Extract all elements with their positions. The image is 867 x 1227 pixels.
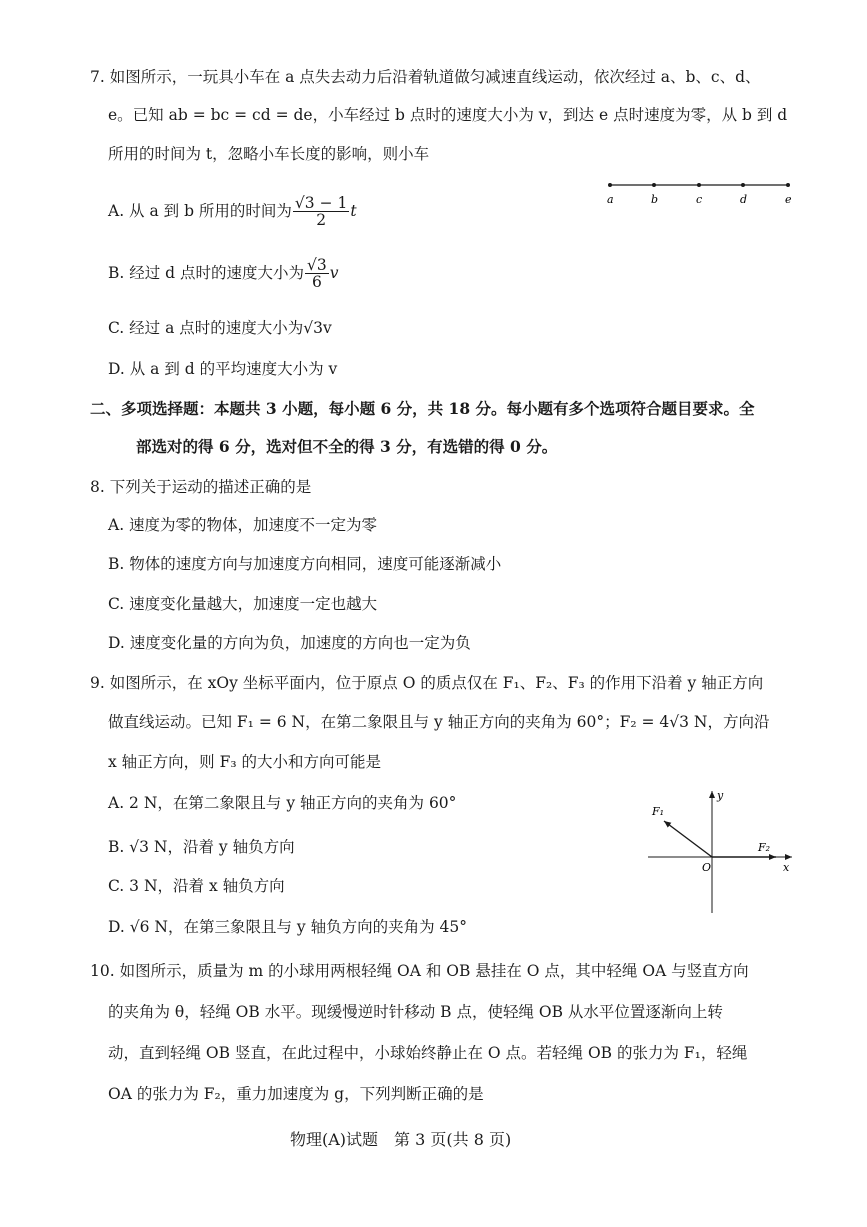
q7-point-a-dot bbox=[608, 183, 612, 187]
q9-f1-arrow bbox=[664, 821, 712, 857]
q9-option-b: B. √3 N，沿着 y 轴负方向 bbox=[108, 838, 295, 856]
q7-point-c-dot bbox=[697, 183, 701, 187]
q10-stem-line-2: 的夹角为 θ，轻绳 OB 水平。现缓慢逆时针移动 B 点，使轻绳 OB 从水平位置逐渐向上转 bbox=[108, 1003, 723, 1021]
q9-label-y: y bbox=[717, 789, 724, 802]
q7-option-d: D. 从 a 到 d 的平均速度大小为 v bbox=[108, 360, 338, 378]
q9-label-x: x bbox=[783, 861, 790, 874]
q7-stem-line-1: 7. 如图所示，一玩具小车在 a 点失去动力后沿着轨道做匀减速直线运动，依次经过 a、b、c、d、 bbox=[90, 68, 761, 86]
q7-option-a-prefix: A. 从 a 到 b 所用的时间为 bbox=[108, 201, 292, 220]
q7-option-b-prefix: B. 经过 d 点时的速度大小为 bbox=[108, 263, 305, 282]
q7-label-b: b bbox=[651, 193, 659, 206]
q7-option-a-numerator: √3 − 1 bbox=[294, 194, 348, 212]
q7-option-b-suffix: v bbox=[329, 263, 339, 282]
q9-option-a: A. 2 N，在第二象限且与 y 轴正方向的夹角为 60° bbox=[108, 794, 457, 812]
q7-label-e: e bbox=[785, 193, 792, 206]
q8-option-d: D. 速度变化量的方向为负，加速度的方向也一定为负 bbox=[108, 634, 471, 652]
page-footer: 物理(A)试题 第 3 页(共 8 页) bbox=[290, 1130, 512, 1149]
q7-label-d: d bbox=[740, 193, 748, 206]
q7-option-b bbox=[108, 257, 339, 291]
q7-option-b-fraction bbox=[305, 257, 329, 291]
q7-point-d-dot bbox=[741, 183, 745, 187]
q9-option-d: D. √6 N，在第三象限且与 y 轴负方向的夹角为 45° bbox=[108, 918, 467, 936]
q8-stem: 8. 下列关于运动的描述正确的是 bbox=[90, 478, 312, 496]
q7-option-a-fraction bbox=[293, 195, 349, 229]
q7-option-b-denominator: 6 bbox=[311, 273, 322, 292]
q8-option-a: A. 速度为零的物体，加速度不一定为零 bbox=[108, 516, 378, 534]
q9-stem-line-1: 9. 如图所示，在 xOy 坐标平面内，位于原点 O 的质点仅在 F₁、F₂、F₃ 的作用下沿着 y 轴正方向 bbox=[90, 674, 764, 692]
q7-option-a-denominator: 2 bbox=[316, 211, 327, 230]
q9-force-diagram bbox=[640, 785, 800, 920]
q9-label-f2: F₂ bbox=[758, 841, 771, 854]
q9-stem-line-3: x 轴正方向，则 F₃ 的大小和方向可能是 bbox=[108, 753, 381, 771]
q9-label-f1: F₁ bbox=[652, 805, 665, 818]
q7-option-a bbox=[108, 195, 357, 229]
q7-option-c: C. 经过 a 点时的速度大小为√3v bbox=[108, 319, 332, 337]
q9-option-c: C. 3 N，沿着 x 轴负方向 bbox=[108, 877, 285, 895]
q10-stem-line-3: 动，直到轻绳 OB 竖直，在此过程中，小球始终静止在 O 点。若轻绳 OB 的张力为 F₁，轻绳 bbox=[108, 1044, 748, 1062]
section-2-line-1: 二、多项选择题：本题共 3 小题，每小题 6 分，共 18 分。每小题有多个选项符合题目要求。全 bbox=[90, 399, 755, 418]
q7-option-b-numerator: √3 bbox=[307, 256, 327, 274]
q7-point-e-dot bbox=[786, 183, 790, 187]
q9-stem-line-2: 做直线运动。已知 F₁ = 6 N，在第二象限且与 y 轴正方向的夹角为 60°；F₂ = 4√3 N，方向沿 bbox=[108, 713, 770, 731]
q7-point-b-dot bbox=[652, 183, 656, 187]
q7-track-figure bbox=[600, 175, 800, 215]
q8-option-b: B. 物体的速度方向与加速度方向相同，速度可能逐渐减小 bbox=[108, 555, 502, 573]
section-2-line-2: 部选对的得 6 分，选对但不全的得 3 分，有选错的得 0 分。 bbox=[136, 437, 558, 456]
q7-label-c: c bbox=[696, 193, 703, 206]
q7-label-a: a bbox=[607, 193, 614, 206]
q7-option-a-suffix: t bbox=[350, 201, 357, 220]
q10-stem-line-1: 10. 如图所示，质量为 m 的小球用两根轻绳 OA 和 OB 悬挂在 O 点，其中轻绳 OA 与竖直方向 bbox=[90, 962, 749, 980]
q7-stem-line-3: 所用的时间为 t，忽略小车长度的影响，则小车 bbox=[108, 145, 430, 163]
q10-stem-line-4: OA 的张力为 F₂，重力加速度为 g，下列判断正确的是 bbox=[108, 1085, 484, 1103]
q9-label-origin: O bbox=[702, 861, 712, 874]
q7-stem-line-2: e。已知 ab = bc = cd = de，小车经过 b 点时的速度大小为 v，到达 e 点时速度为零，从 b 到 d bbox=[108, 106, 788, 124]
q8-option-c: C. 速度变化量越大，加速度一定也越大 bbox=[108, 595, 378, 613]
